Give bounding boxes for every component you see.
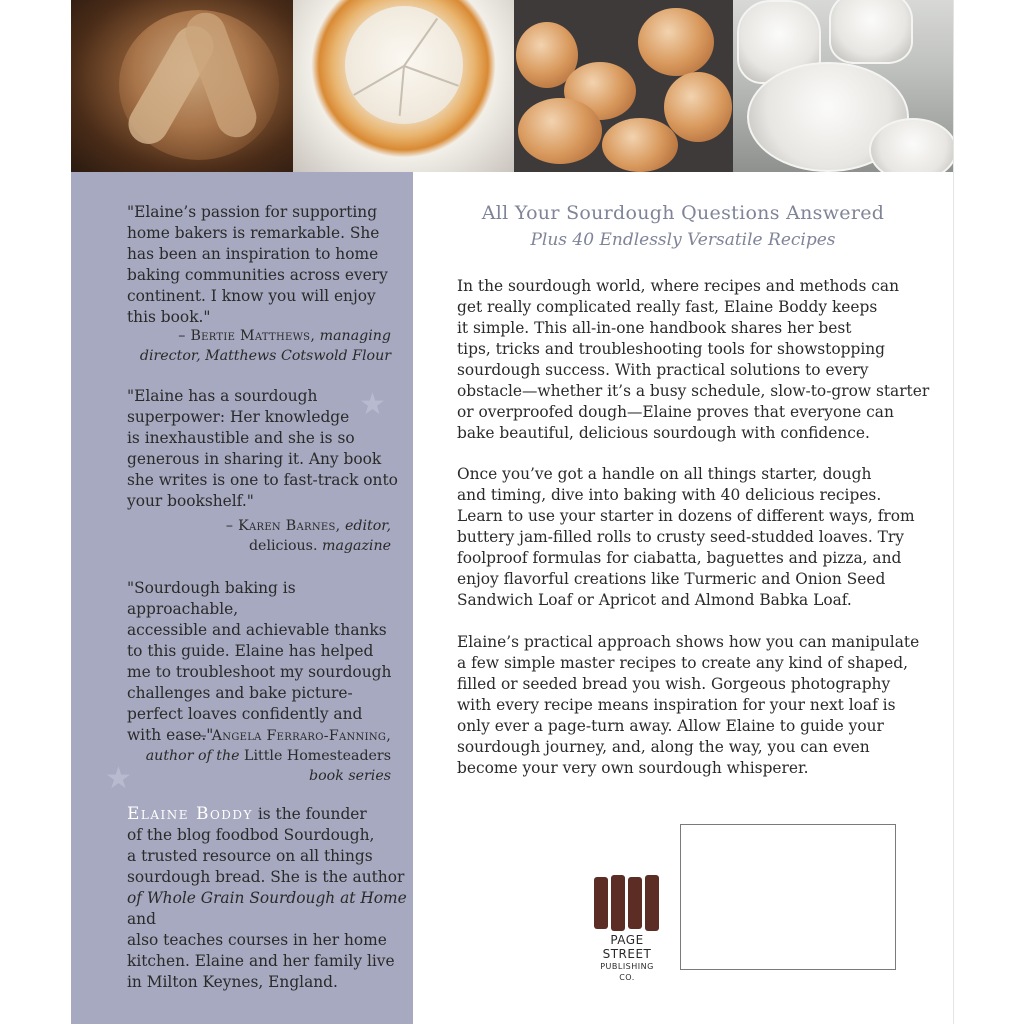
barcode-placeholder: [680, 824, 896, 970]
starter-jars-photo: [733, 0, 953, 172]
description-paragraph: Once you’ve got a handle on all things starter, dough and timing, dive into baking with 40 delicious recipes. Learn to use your starter in dozens of different ways, from buttery jam-filled rolls to crusty seed-studded loaves. Try foolproof formulas for ciabatta, baguettes and pizza, and enjoy flavorful creations like Turmeric and Onion Seed Sandwich Loaf or Apricot and Almond Babka Loaf.: [457, 465, 915, 609]
praise-sidebar: [71, 172, 413, 1024]
publisher-logo: PAGE STREET PUBLISHING CO.: [591, 875, 663, 983]
scored-boule-photo: [293, 0, 514, 172]
blurb-column: [413, 172, 953, 1024]
subheadline: Plus 40 Endlessly Versatile Recipes: [530, 230, 836, 250]
star-ornament-icon: ★: [359, 387, 386, 422]
praise-quote: "Elaine has a sourdough superpower: Her knowledge is inexhaustible and she is so generous in sharing it. Any book she writes is one to fast-track onto your bookshelf.": [127, 387, 398, 510]
photo-strip: [71, 0, 953, 172]
publisher-logo-icon: [594, 875, 660, 933]
author-bio: Elaine Boddy is the founder of the blog foodbod Sourdough, a trusted resource on all things sourdough bread. She is the author of Whole Grain Sourdough at Home and also teaches courses in her home kitchen. Elaine and her family live in Milton Keynes, England.: [127, 804, 407, 991]
book-back-cover: [71, 0, 954, 1024]
author-name: Elaine Boddy: [127, 804, 253, 824]
description-paragraph: Elaine’s practical approach shows how you can manipulate a few simple master recipes to create any kind of shaped, filled or seeded bread you wish. Gorgeous photography with every recipe means inspiration for your next loaf is only ever a page-turn away. Allow Elaine to guide your sourdough journey, and, along the way, you can even become your very own sourdough whisperer.: [457, 633, 920, 777]
quote-attribution: – Bertie Matthews, managing director, Matthews Cotswold Flour: [139, 328, 391, 364]
praise-quote: "Elaine’s passion for supporting home bakers is remarkable. She has been an inspiration to home baking communities across every continent. I know you will enjoy this book.": [127, 203, 388, 326]
quote-attribution: – Angela Ferraro-Fanning, author of the Little Homesteaders book series: [145, 728, 391, 784]
description-paragraph: In the sourdough world, where recipes and methods can get really complicated really fast, Elaine Boddy keeps it simple. This all-in-one handbook shares her best tips, tricks and troubleshooting tools for showstopping sourdough success. With practical solutions to every obstacle—whether it’s a busy schedule, slow-to-grow starter or overproofed dough—Elaine proves that everyone can bake beautiful, delicious sourdough with confidence.: [457, 277, 930, 442]
buns-photo: [514, 0, 733, 172]
braided-loaf-photo: [71, 0, 293, 172]
quote-attribution: – Karen Barnes, editor, delicious. magazine: [225, 518, 391, 554]
praise-quote: "Sourdough baking is approachable, accessible and achievable thanks to this guide. Elaine has helped me to troubleshoot my sourdough challenges and bake picture- perfect loaves confidently and with ease.": [127, 579, 392, 744]
headline: All Your Sourdough Questions Answered: [481, 202, 885, 224]
star-ornament-icon: ★: [105, 761, 132, 796]
